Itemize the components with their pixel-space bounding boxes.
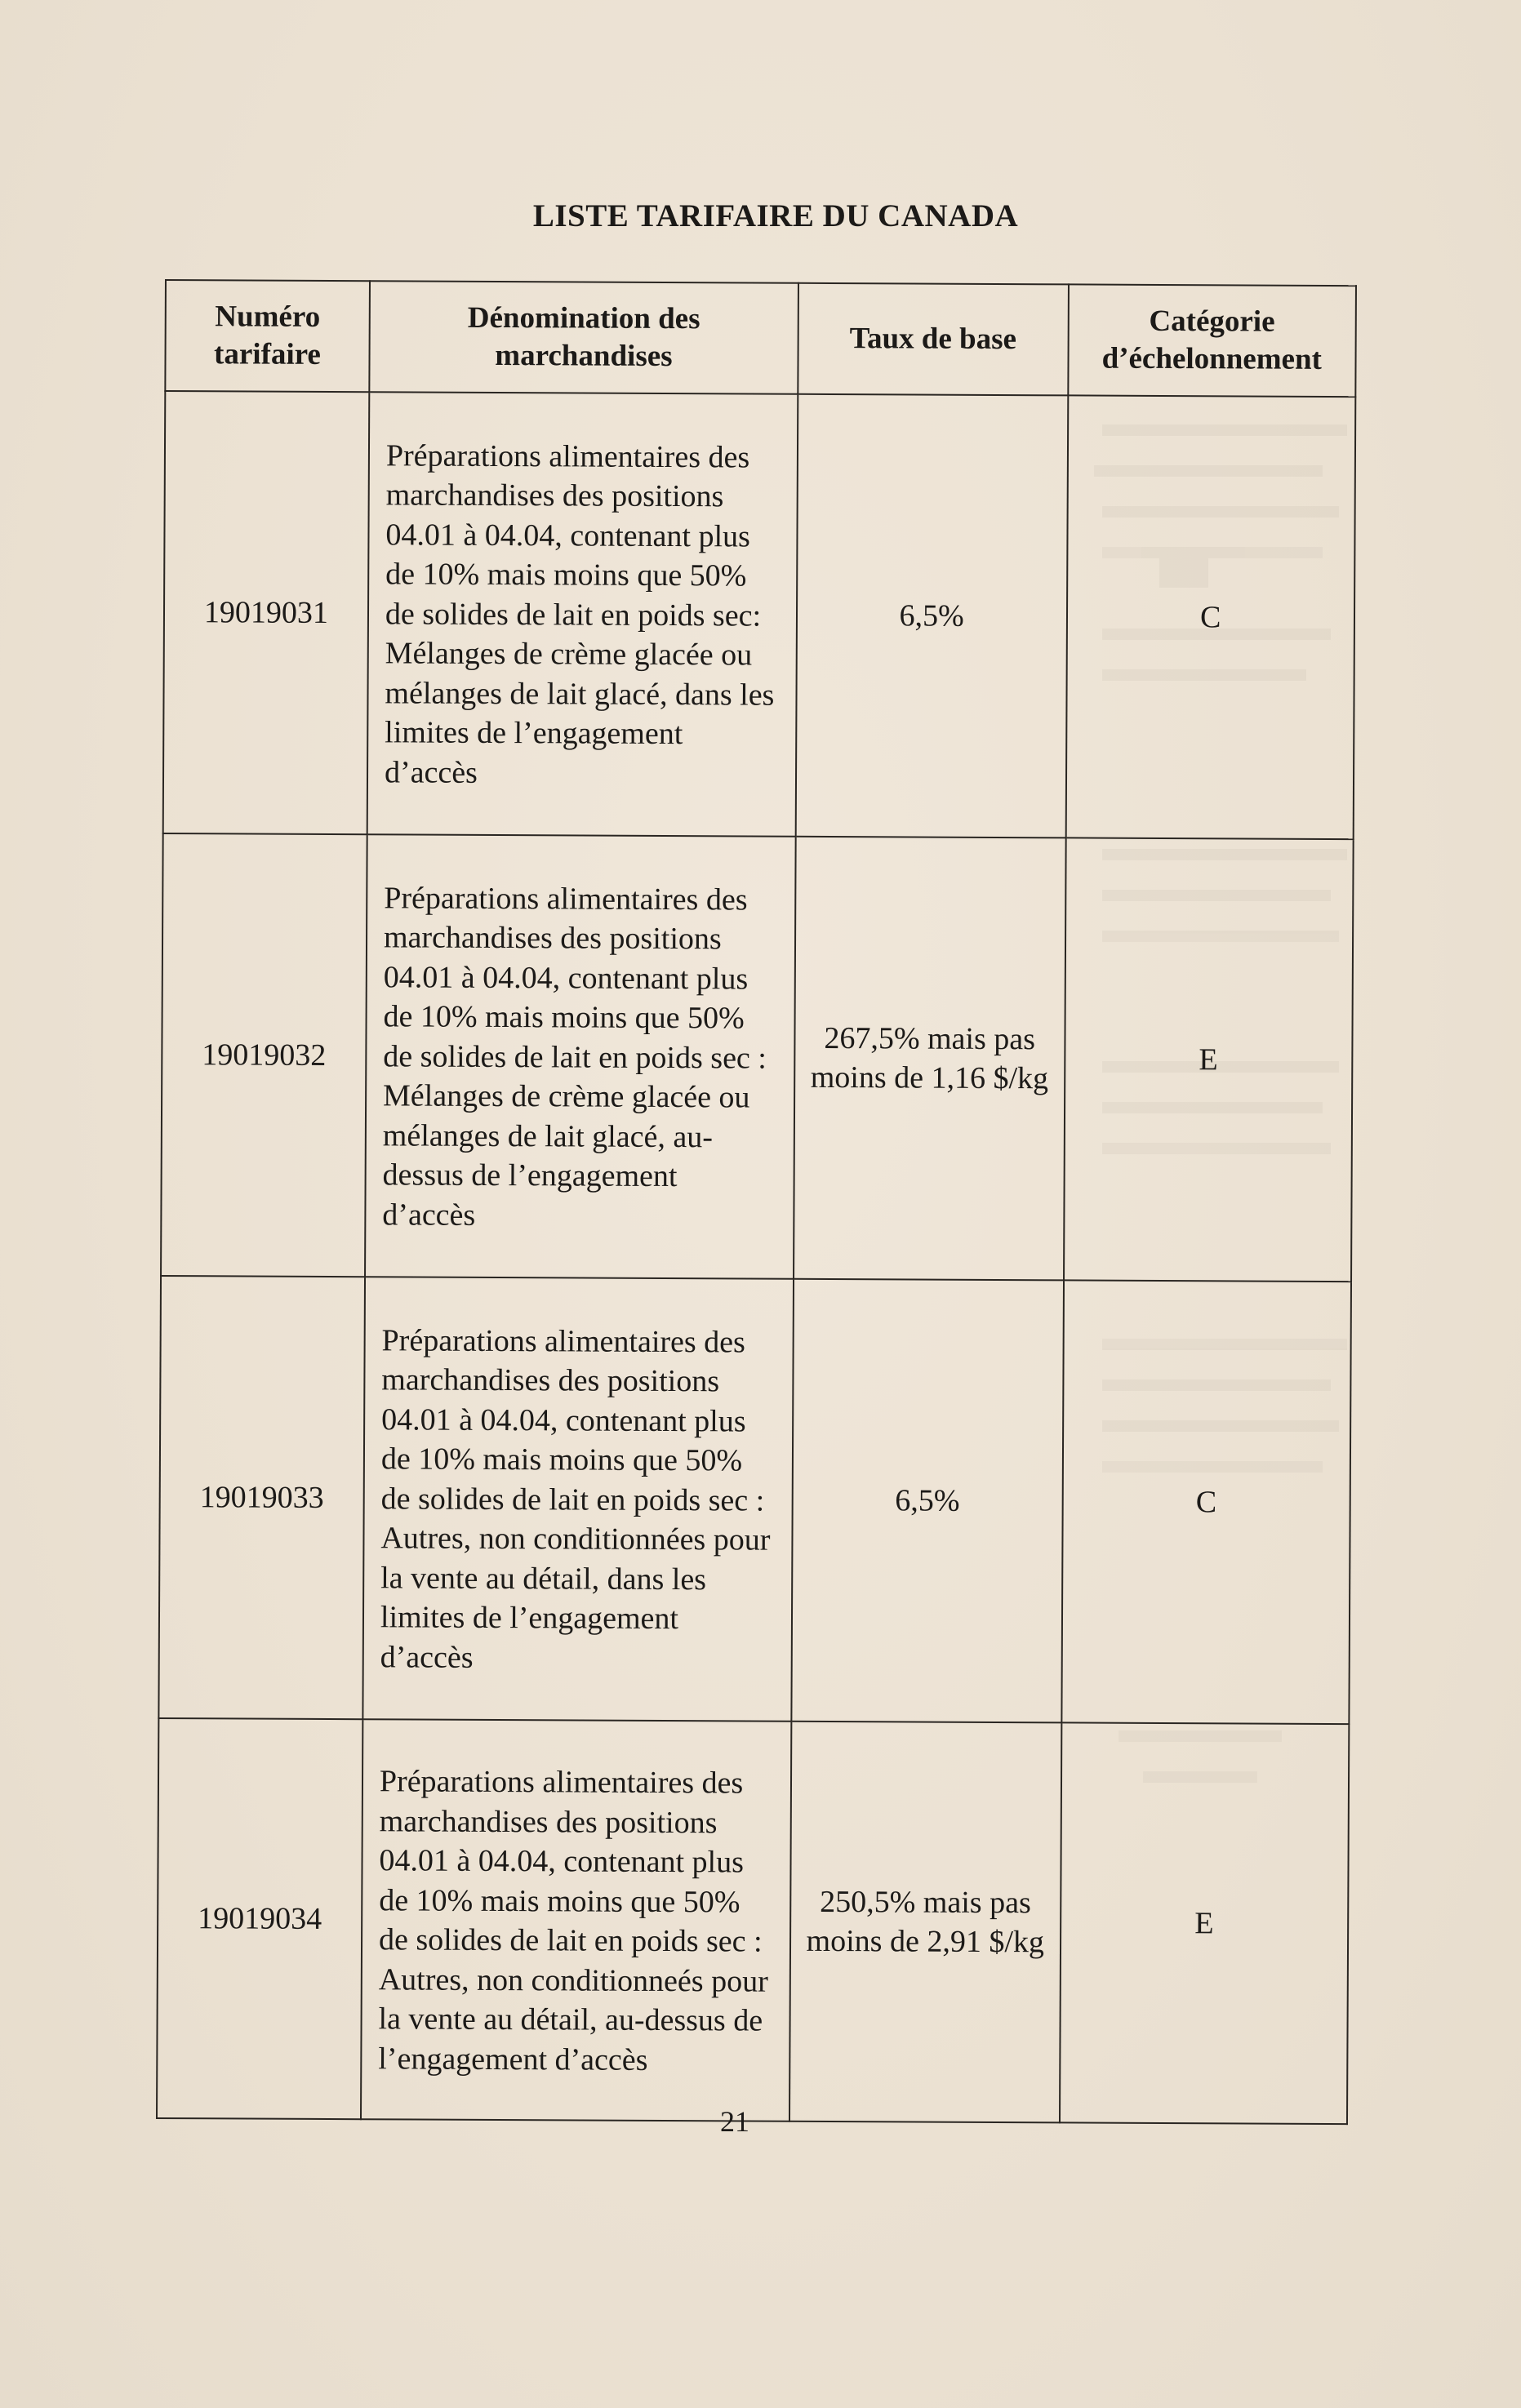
page-title: LISTE TARIFAIRE DU CANADA (532, 198, 1019, 233)
base-rate: 250,5% mais pas moins de 2,91 $/kg (789, 1722, 1061, 2123)
goods-description: Préparations alimentaires des marchandises des positions 04.01 à 04.04, contenant plus de 10% mais moins que 50% de solides de lait en poids sec : Mélanges de crème glacée ou mélanges de lait glacé, au-dessus de l’engagement d’accès (365, 834, 796, 1279)
table-row (157, 1718, 1349, 2124)
staging-category: E (1064, 837, 1354, 1282)
header-tariff-number: Numéro tarifaire (165, 280, 370, 392)
tariff-number: 19019034 (157, 1718, 362, 2119)
tariff-number: 19019031 (163, 391, 370, 834)
tariff-table (156, 279, 1357, 2125)
header-staging-category: Catégorie d’échelonnement (1068, 284, 1356, 397)
header-base-rate: Taux de base (798, 283, 1068, 396)
base-rate: 6,5% (791, 1279, 1063, 1723)
goods-description: Préparations alimentaires des marchandises des positions 04.01 à 04.04, contenant plus de 10% mais moins que 50% de solides de lait en poids sec: Mélanges de crème glacée ou mélanges de lait glacé, dans les limites de l’engagement d’accès (367, 392, 798, 837)
staging-category: C (1065, 395, 1355, 839)
staging-category: C (1061, 1280, 1351, 1724)
table-header-row (165, 280, 1356, 397)
table-row (158, 1276, 1351, 1724)
tariff-number: 19019032 (161, 833, 367, 1277)
table-row (161, 833, 1354, 1282)
page-number: 21 (720, 2105, 749, 2138)
header-goods-description: Dénomination des marchandises (369, 281, 798, 394)
table-row (163, 391, 1356, 839)
base-rate: 267,5% mais pas moins de 1,16 $/kg (794, 837, 1065, 1281)
tariff-number: 19019033 (158, 1276, 365, 1719)
goods-description: Préparations alimentaires des marchandises des positions 04.01 à 04.04, contenant plus de 10% mais moins que 50% de solides de lait en poids sec : Autres, non conditionneés pour la vente au détail, au-dessus de l’engagement d’accès (361, 1719, 791, 2121)
goods-description: Préparations alimentaires des marchandises des positions 04.01 à 04.04, contenant plus de 10% mais moins que 50% de solides de lait en poids sec : Autres, non conditionnées pour la vente au détail, dans les limites de l’engagement d’accès (362, 1277, 794, 1722)
staging-category: E (1059, 1722, 1349, 2124)
base-rate: 6,5% (796, 394, 1068, 838)
